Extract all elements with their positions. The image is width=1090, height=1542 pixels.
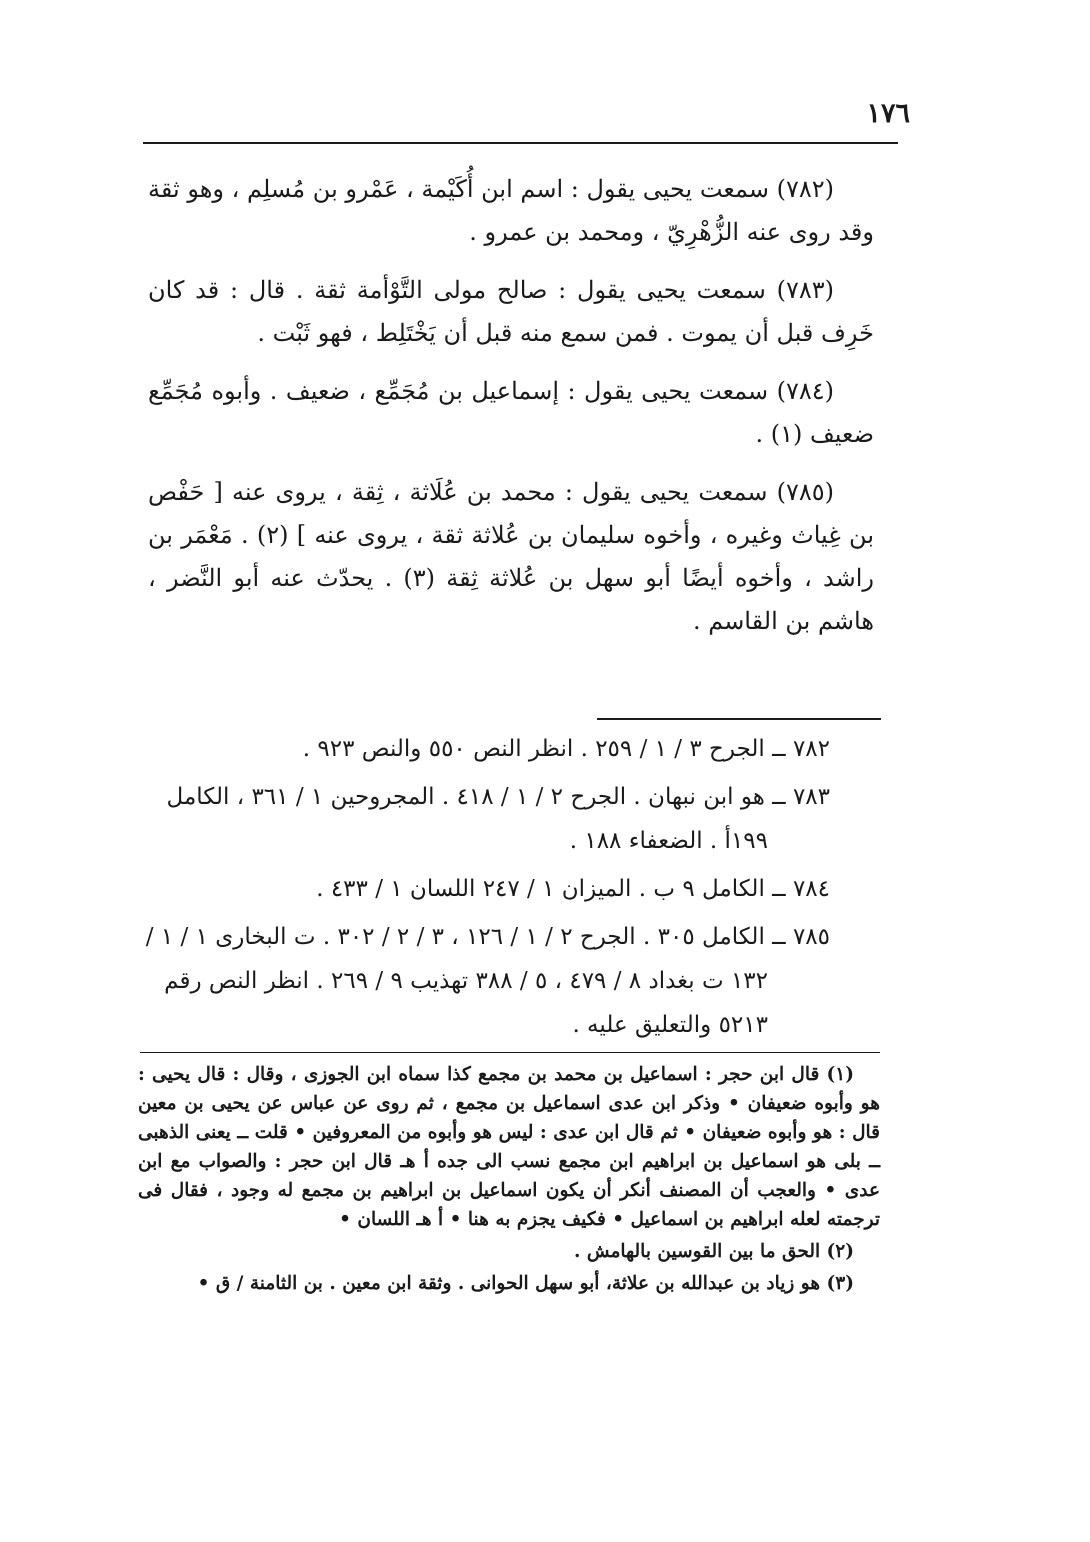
footnote-1: (١) قال ابن حجر : اسماعيل بن محمد بن مجمع كذا سماه ابن الجوزى ، وقال : قال يحيى : هو وأبوه ضعيفان • وذكر ابن عدى اسماعيل بن مجمع ، ثم روى عن عباس عن يحيى بن معين قال : هو وأبوه ضعيفان • ثم قال ابن عدى : ليس هو وأبوه من المعروفين • قلت ــ يعنى الذهبى ــ بلى هو اسماعيل بن ابراهيم ابن مجمع نسب الى جده أ هـ قال ابن حجر : والصواب مع ابن عدى • والعجب أن المصنف أنكر أن يكون اسماعيل بن ابراهيم بن مجمع له وجود ، فقال فى ترجمته لعله ابراهيم بن اسماعيل • فكيف يجزم به هنا • أ هـ اللسان • xyxy=(138,1064,880,1230)
notes-separator xyxy=(597,718,881,720)
main-text xyxy=(148,168,874,658)
note-785: ٧٨٥ ــ الكامل ٣٠٥ . الجرح ٢ / ١ / ١٢٦ ، ٣ / ٢ / ٣٠٢ . ت البخارى ١ / ١ / ١٣٢ ت بغداد ٨ / ٤٧٩ ، ٥ / ٣٨٨ تهذيب ٩ / ٢٦٩ . انظر النص رقم ٥٢١٣ والتعليق عليه . xyxy=(145,924,830,1038)
footnotes xyxy=(138,1060,880,1301)
entry-784: (٧٨٤) سمعت يحيى يقول : إسماعيل بن مُجَمِّع ، ضعيف . وأبوه مُجَمِّع ضعيف (١) . xyxy=(148,377,874,448)
entry-782: (٧٨٢) سمعت يحيى يقول : اسم ابن أُكَيْمة ، عَمْرو بن مُسلِم ، وهو ثقة وقد روى عنه الزُّهْرِيّ ، ومحمد بن عمرو . xyxy=(148,175,874,246)
note-784: ٧٨٤ ــ الكامل ٩ ب . الميزان ١ / ٢٤٧ اللسان ١ / ٤٣٣ . xyxy=(316,876,830,902)
note-782: ٧٨٢ ــ الجرح ٣ / ١ / ٢٥٩ . انظر النص ٥٥٠ والنص ٩٢٣ . xyxy=(302,736,830,762)
entry-785: (٧٨٥) سمعت يحيى يقول : محمد بن عُلَاثة ، ثِقة ، يروى عنه [ حَفْص بن غِياث وغيره ، وأخوه سليمان بن عُلاثة ثقة ، يروى عنه ] (٢) . مَعْمَر بن راشد ، وأخوه أيضًا أبو سهل بن عُلاثة ثِقة (٣) . يحدّث عنه أبو النَّضر ، هاشم بن القاسم . xyxy=(148,478,874,635)
page-number: ١٧٦ xyxy=(866,98,910,129)
header-rule xyxy=(143,142,898,144)
note-783: ٧٨٣ ــ هو ابن نبهان . الجرح ٢ / ١ / ٤١٨ . المجروحين ١ / ٣٦١ ، الكامل ١٩٩أ . الضعفاء ١٨٨ . xyxy=(166,784,830,854)
editor-notes xyxy=(140,727,830,1051)
footnote-3: (٣) هو زياد بن عبدالله بن علاثة، أبو سهل الحوانى . وثقة ابن معين . بن الثامنة / ق • xyxy=(197,1273,854,1294)
footnote-2: (٢) الحق ما بين القوسين بالهامش . xyxy=(574,1241,854,1262)
entry-783: (٧٨٣) سمعت يحيى يقول : صالح مولى التَّوْأمة ثقة . قال : قد كان خَرِف قبل أن يموت . فمن سمع منه قبل أن يَخْتَلِط ، فهو ثَبْت . xyxy=(148,276,874,347)
footnote-separator xyxy=(140,1052,880,1053)
